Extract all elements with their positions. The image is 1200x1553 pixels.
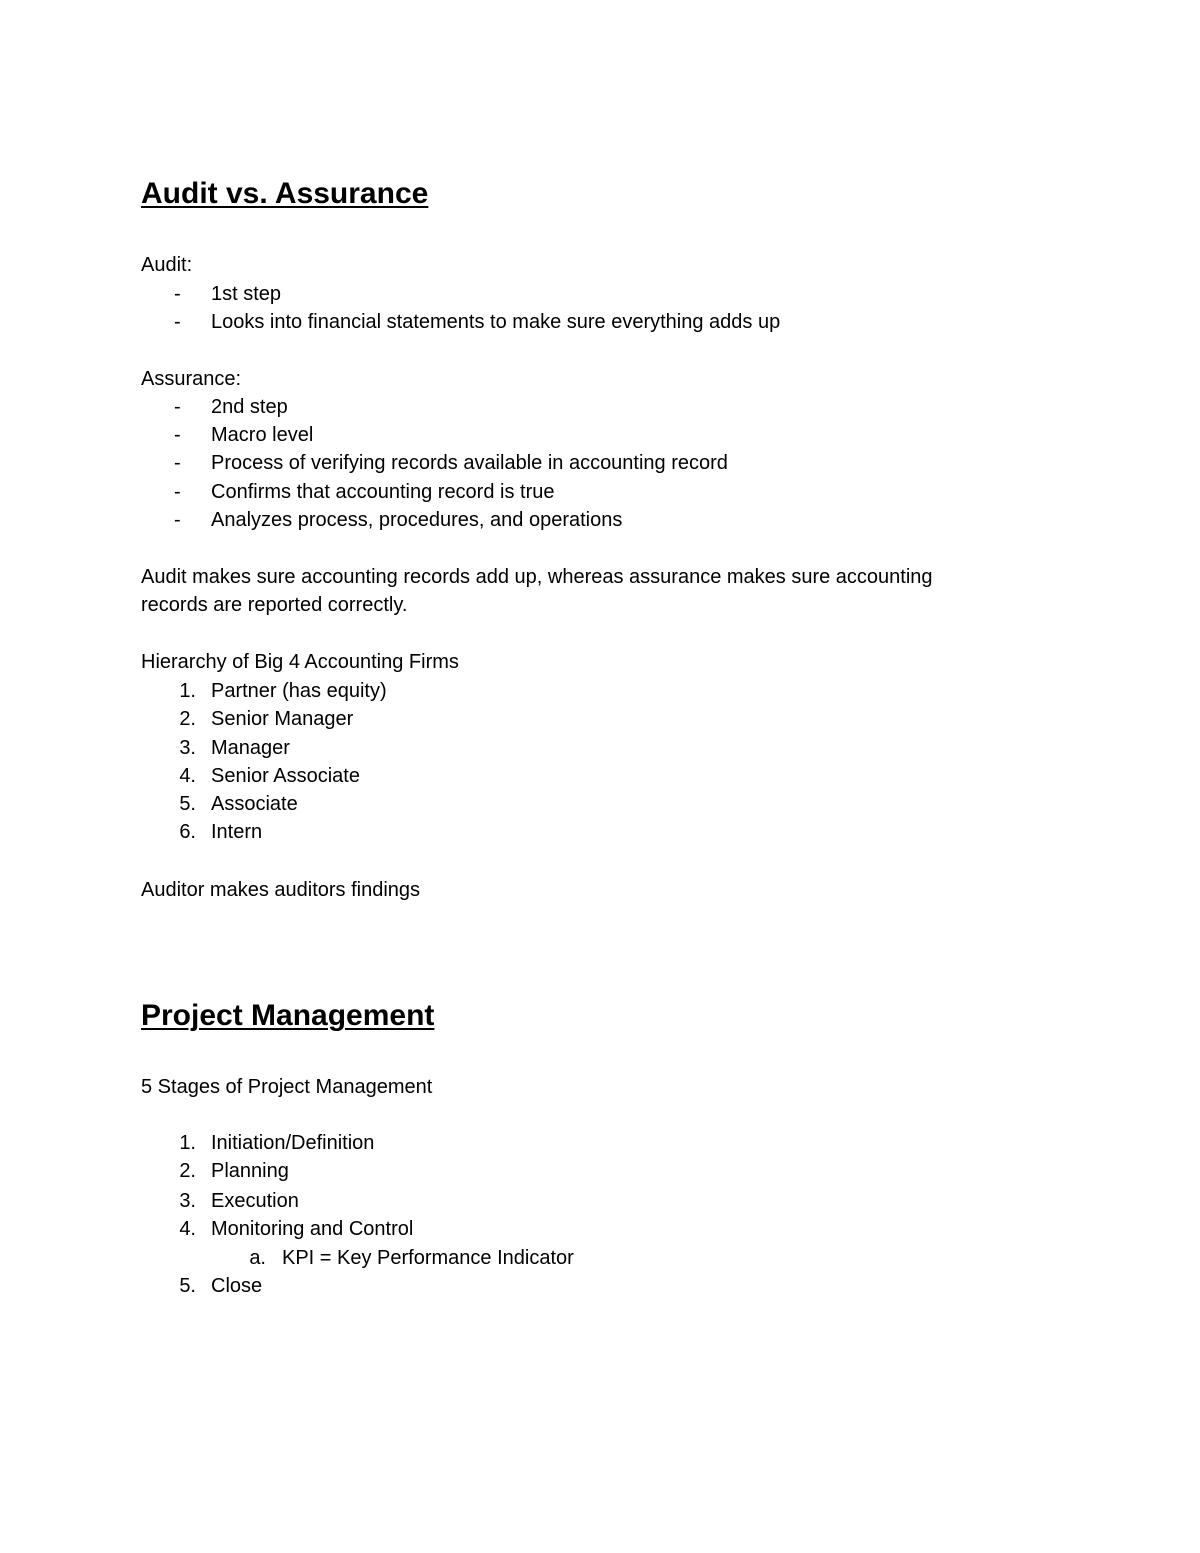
hierarchy-item: Associate — [211, 793, 298, 815]
hierarchy-item: Senior Associate — [211, 765, 360, 787]
list-number: 3. — [179, 1190, 196, 1212]
stages-label: 5 Stages of Project Management — [141, 1076, 433, 1098]
list-number: 4. — [179, 765, 196, 787]
stage-item: Close — [211, 1275, 263, 1297]
hierarchy-item: Senior Manager — [211, 708, 354, 730]
stage-item: Planning — [211, 1160, 289, 1182]
bullet-dash: - — [174, 283, 181, 305]
bullet-dash: - — [174, 424, 181, 446]
auditor-note: Auditor makes auditors findings — [141, 879, 421, 901]
assurance-item: Confirms that accounting record is true — [211, 481, 555, 503]
audit-item: 1st step — [211, 283, 282, 305]
list-number: 2. — [179, 1160, 196, 1182]
list-number: 2. — [179, 708, 196, 730]
bullet-dash: - — [174, 481, 181, 503]
list-number: 4. — [179, 1218, 196, 1240]
bullet-dash: - — [174, 396, 181, 418]
stage-item: Execution — [211, 1190, 299, 1212]
heading-project-management: Project Management — [141, 999, 435, 1032]
audit-item: Looks into financial statements to make sure everything adds up — [211, 311, 781, 333]
list-letter: a. — [249, 1247, 266, 1269]
hierarchy-item: Manager — [211, 737, 290, 759]
list-number: 1. — [179, 680, 196, 702]
summary-paragraph-line: Audit makes sure accounting records add up, whereas assurance makes sure accounting — [141, 566, 933, 588]
stage-item: Initiation/Definition — [211, 1132, 375, 1154]
list-number: 3. — [179, 737, 196, 759]
assurance-item: 2nd step — [211, 396, 288, 418]
assurance-item: Macro level — [211, 424, 314, 446]
list-number: 6. — [179, 821, 196, 843]
hierarchy-item: Partner (has equity) — [211, 680, 387, 702]
assurance-label: Assurance: — [141, 368, 242, 390]
hierarchy-label: Hierarchy of Big 4 Accounting Firms — [141, 651, 459, 673]
list-number: 1. — [179, 1132, 196, 1154]
assurance-item: Analyzes process, procedures, and operations — [211, 509, 623, 531]
summary-paragraph-line: records are reported correctly. — [141, 594, 408, 616]
list-number: 5. — [179, 1275, 196, 1297]
bullet-dash: - — [174, 509, 181, 531]
stage-sub-item: KPI = Key Performance Indicator — [282, 1247, 574, 1269]
assurance-item: Process of verifying records available in accounting record — [211, 452, 728, 474]
stage-item: Monitoring and Control — [211, 1218, 414, 1240]
hierarchy-item: Intern — [211, 821, 263, 843]
bullet-dash: - — [174, 452, 181, 474]
audit-label: Audit: — [141, 254, 193, 276]
heading-audit-vs-assurance: Audit vs. Assurance — [141, 177, 429, 210]
list-number: 5. — [179, 793, 196, 815]
bullet-dash: - — [174, 311, 181, 333]
